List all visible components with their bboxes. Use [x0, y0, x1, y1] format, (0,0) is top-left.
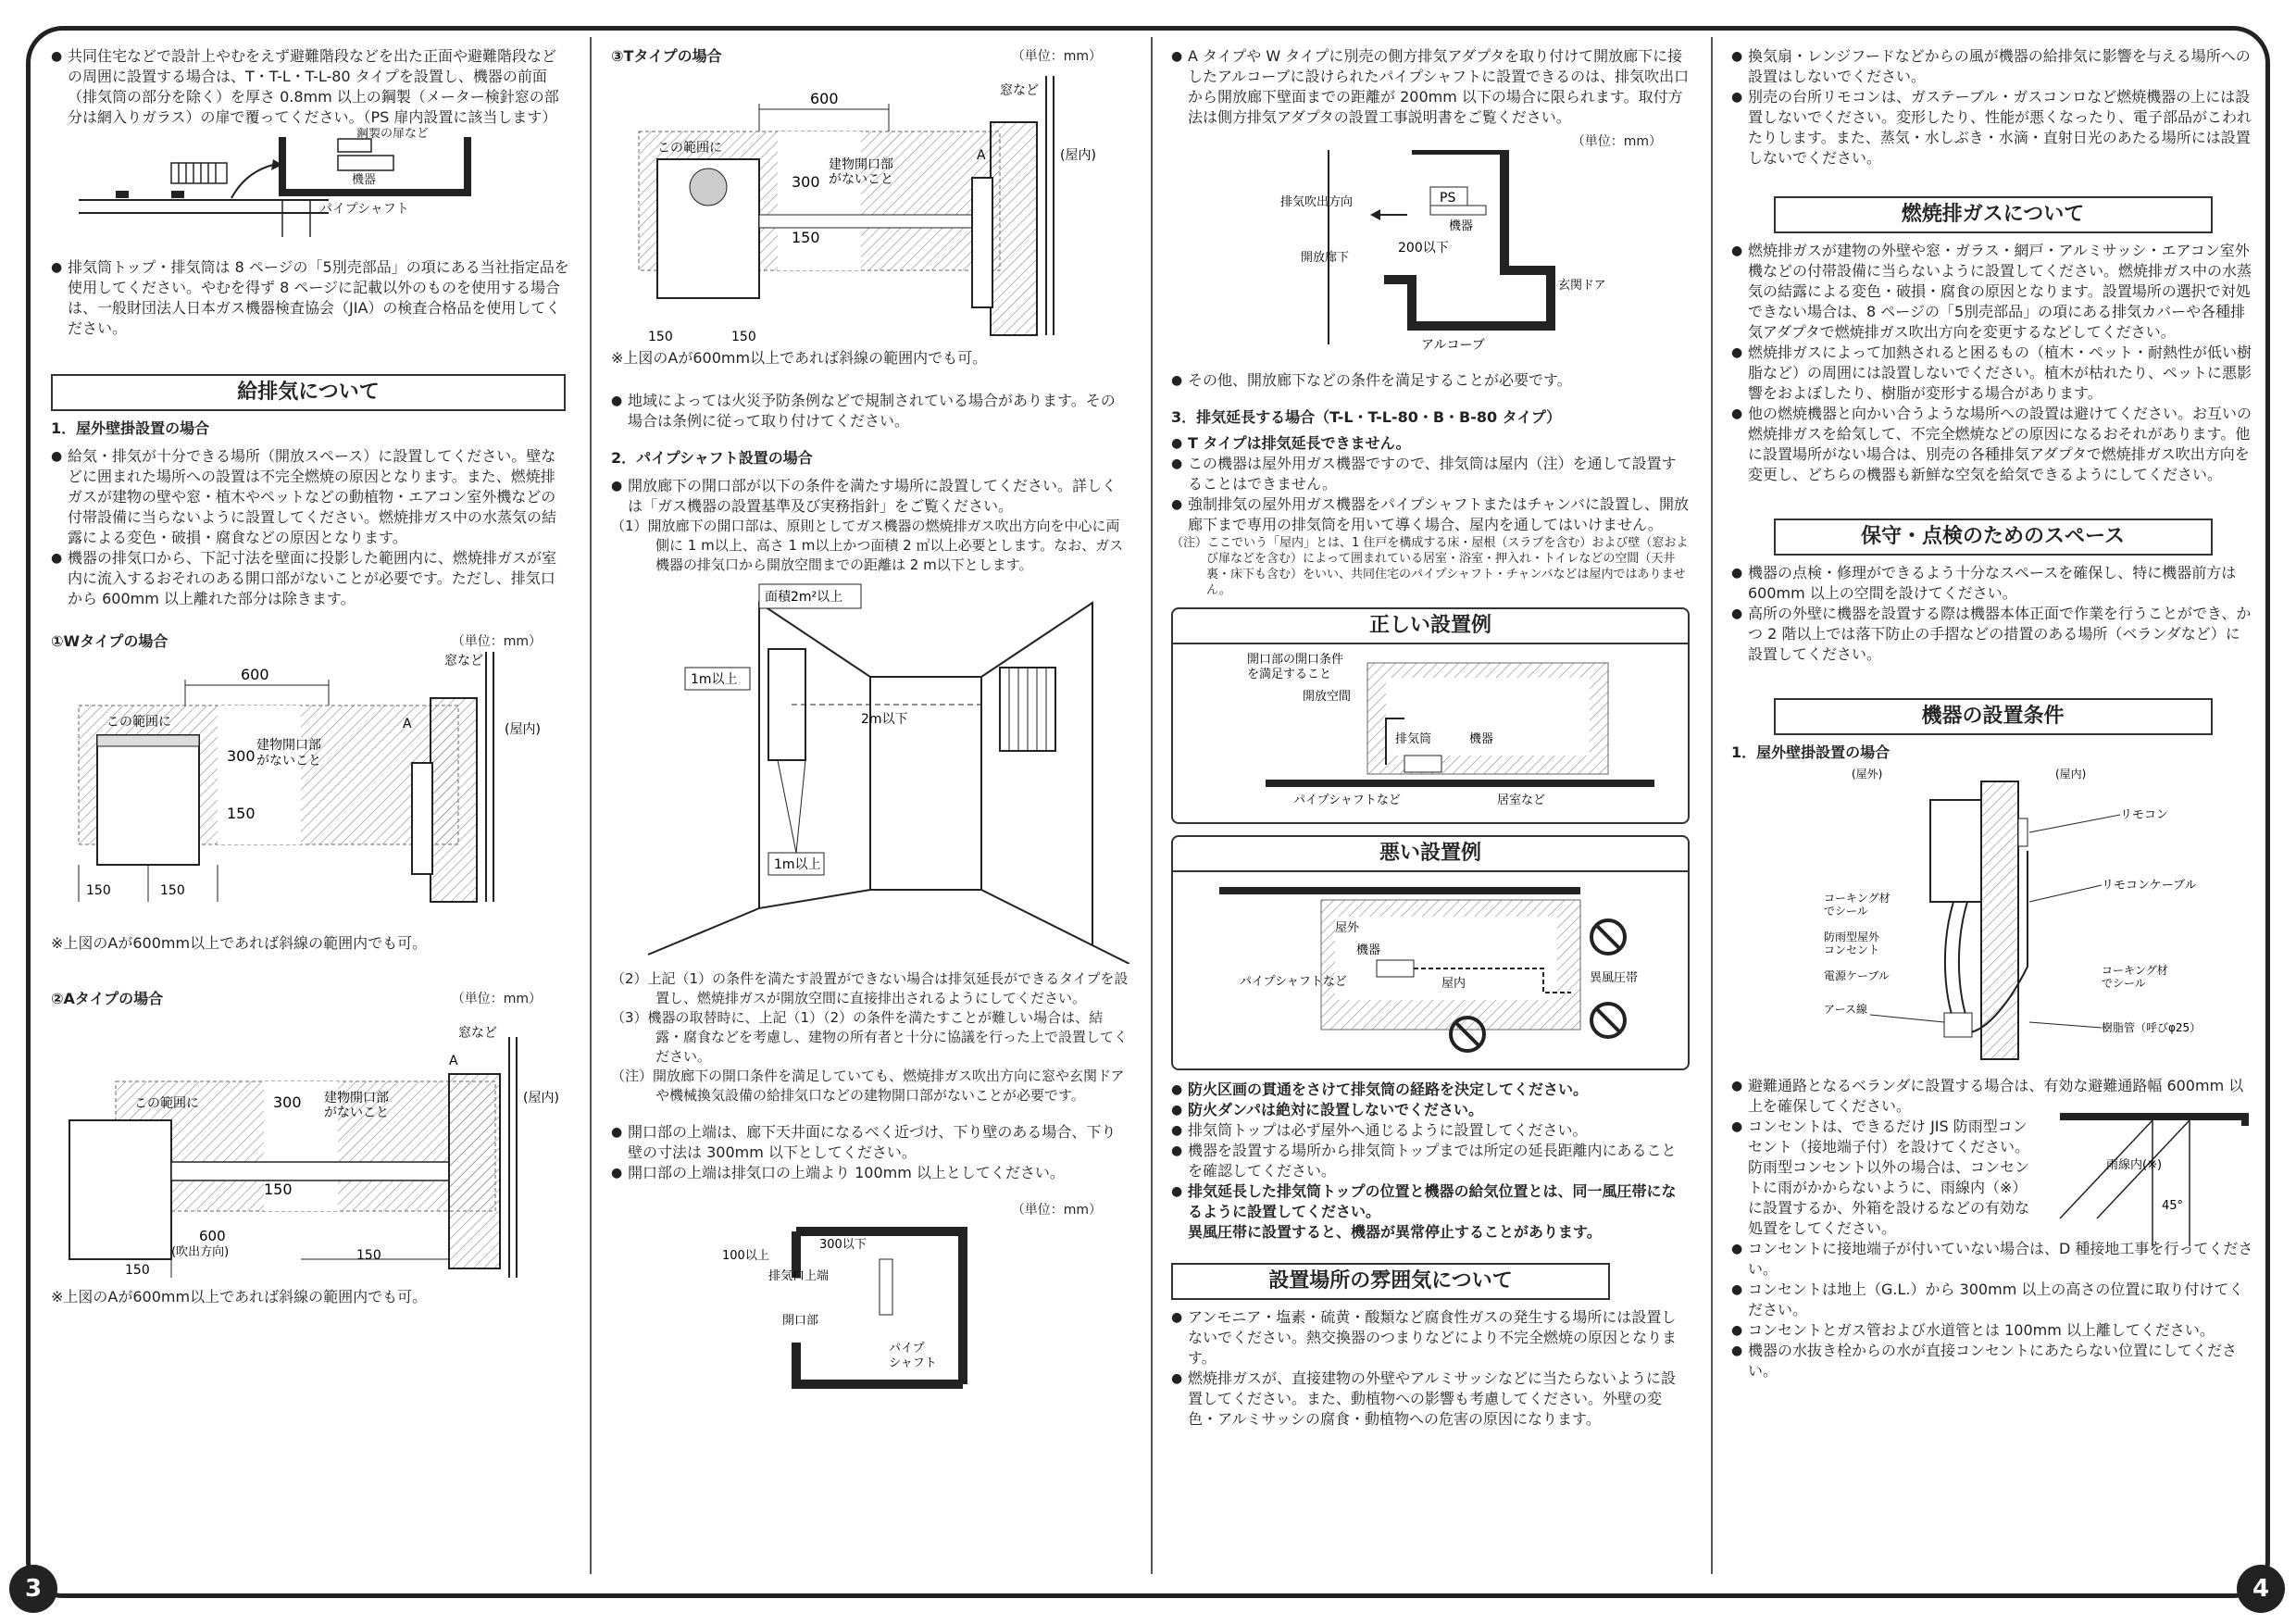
- w-dim-600: 600: [241, 666, 269, 683]
- a-type-title: ②Aタイプの場合: [51, 990, 164, 1007]
- outlet-out-label: (屋外): [1852, 768, 1883, 781]
- w-dim-150: 150: [227, 805, 256, 822]
- figure-a-type: [51, 1009, 569, 1287]
- figure-outlet: [1731, 763, 2254, 1068]
- alcove-exhaust-label: 排気吹出方向: [1280, 195, 1354, 209]
- w-type-note: ※上図のAが600mm以上であれば斜線の範囲内でも可。: [51, 934, 428, 952]
- bullet-open-corridor: ● 開放廊下の開口部が以下の条件を満たす場所に設置してください。詳しくは「ガス機器の設置基準及び実務指針」をご覧ください。: [611, 476, 1129, 517]
- column-3: [1171, 46, 1690, 1565]
- column-1: [51, 46, 569, 1565]
- bullet-fire-ordinance: ● 地域によっては火災予防条例などで規制されている場合があります。その場合は条例に従って取り付けてください。: [611, 391, 1129, 431]
- bullet-exhaust-wall: ● 燃焼排ガスが、直接建物の外壁やアルミサッシなどに当たらないように設置してください。また、動植物への影響も考慮してください。外壁の変色・アルミサッシの腐食・動植物への危害の原因になります。: [1171, 1368, 1690, 1430]
- bad-example-title: 悪い設置例: [1173, 837, 1688, 872]
- section-title-space: 保守・点検のためのスペース: [1774, 518, 2213, 556]
- column-2: [611, 46, 1129, 1565]
- section-title-atmosphere: 設置場所の雰囲気について: [1171, 1263, 1610, 1300]
- bad-in-label: 屋内: [1441, 977, 1466, 991]
- t-dim-150: 150: [792, 229, 820, 246]
- outlet-pipe-label: 樹脂管（呼びφ25）: [2102, 1021, 2202, 1034]
- bullet-fan-hood: ● 換気扇・レンジフードなどからの風が機器の給排気に影響を与える場所への設置はしないでください。: [1731, 46, 2254, 87]
- bullet-high-place: ● 高所の外壁に機器を設置する際は機器本体正面で作業を行うことができ、かつ 2 階以上では落下防止の手摺などの措置のある場所（ベランダなど）に設置してください。: [1731, 604, 2254, 665]
- bullet-outlet-height: ● コンセントは地上（G.L.）から 300mm 以上の高さの位置に取り付けてください。: [1731, 1280, 2254, 1320]
- t-type-note: ※上図のAが600mm以上であれば斜線の範囲内でも可。: [611, 349, 988, 367]
- corridor-area-label: 面積2m²以上: [765, 590, 843, 605]
- bullet-alcove: ● A タイプや W タイプに別売の側方排気アダプタを取り付けて開放廊下に接したアルコーブに設けられたパイプシャフトに設置できるのは、排気吹出口から開放廊下壁面までの距離が 200mm 以下の場合に限られます。取付方法は側方排気アダプタの設置工事説明書をご覧ください。: [1171, 46, 1690, 128]
- good-open-label: 開放空間: [1303, 690, 1352, 704]
- alcove-alcove-label: アルコーブ: [1421, 338, 1485, 353]
- bullet-600-space: ● 機器の点検・修理ができるよう十分なスペースを確保し、特に機器前方は 600mm 以上の空間を設けてください。: [1731, 563, 2254, 604]
- bullet-forced-exhaust: ● 強制排気の屋外用ガス機器をパイプシャフトまたはチャンバに設置し、開放廊下まで専用の排気筒を用いて導く場合、屋内を通してはいけません。: [1171, 494, 1690, 535]
- bullet-heat-sensitive: ● 燃焼排ガスによって加熱されると困るもの（植木・ペット・耐熱性が低い樹脂など）の周囲には設置しないでください。植木が枯れたり、ペットに悪影響をおよぼしたり、樹脂が変形する場合があります。: [1731, 343, 2254, 404]
- t-indoor-label: (屋内): [1060, 148, 1096, 163]
- bullet-balcony: ● 避難通路となるベランダに設置する場合は、有効な避難通路幅 600mm 以上を確保してください。: [1731, 1076, 2254, 1117]
- a-area-label: この範囲に: [134, 1096, 199, 1111]
- bad-shaft-label: パイプシャフトなど: [1240, 975, 1347, 989]
- figure-t-type: [611, 67, 1129, 344]
- outlet-cable-label: リモコンケーブル: [2102, 879, 2197, 893]
- alcove-door-label: 玄関ドア: [1558, 279, 1606, 293]
- shaft-open-label: 開口部: [782, 1314, 819, 1328]
- page-number-right: 4: [2237, 1565, 2285, 1613]
- outlet-outlet1-label: 防雨型屋外: [1824, 931, 1880, 943]
- bad-example-box: [1171, 835, 1690, 1070]
- bullet-jis-outlet: ● コンセントは、できるだけ JIS 防雨型コンセント（接地端子付）を設けてください。防雨型コンセント以外の場合は、コンセントに雨がかからないように、雨線内（※）に設置するか、外箱を設けるなどの有効な処置をしてください。: [1731, 1117, 2035, 1239]
- fig1-door-label: 鋼製の扉など: [356, 128, 430, 141]
- bullet-t-no-ext: ● T タイプは排気延長できません。: [1171, 433, 1690, 454]
- bullet-exhaust-top: ● 排気筒トップ・排気筒は 8 ページの「5別売部品」の項にある当社指定品を使用してください。やむを得ず 8 ページに記載以外のものを使用する場合は、一般財団法人日本ガス機器検査協会（JIA）の検査合格品を使用してください。: [51, 257, 569, 339]
- t-dim-600: 600: [810, 90, 839, 107]
- a-window-label: 窓など: [458, 1026, 497, 1041]
- w-open1: 建物開口部: [256, 738, 321, 753]
- w-dim-150-left: 150: [86, 883, 111, 898]
- bullet-same-pressure: ● 排気延長した排気筒トップの位置と機器の給気位置とは、同一風圧帯になるように設置してください。: [1171, 1181, 1690, 1222]
- alcove-unit-label: 機器: [1449, 219, 1474, 233]
- a-type-note: ※上図のAが600mm以上であれば斜線の範囲内でも可。: [51, 1288, 428, 1305]
- subheading-pipe-shaft: 2．パイプシャフト設置の場合: [611, 449, 813, 467]
- a-dim-150-left: 150: [125, 1263, 150, 1278]
- figure-alcove: [1171, 150, 1690, 363]
- subheading-outdoor-wall-2: 1．屋外壁掛設置の場合: [1731, 743, 1890, 761]
- rain-angle-label: 45°: [2162, 1199, 2184, 1213]
- figure-w-type: [51, 652, 569, 930]
- bullet-corrosive: ● アンモニア・塩素・硫黄・酸類など腐食性ガスの発生する場所には設置しないでください。熱交換器のつまりなどにより不完全燃焼の原因となります。: [1171, 1307, 1690, 1368]
- outlet-seal1b-label: でシール: [1824, 905, 1868, 918]
- w-window-label: 窓など: [444, 654, 483, 668]
- w-dim-150-right: 150: [160, 883, 185, 898]
- subheading-outdoor-wall: 1．屋外壁掛設置の場合: [51, 419, 210, 437]
- corridor-1m-height: 1m以上: [691, 672, 738, 687]
- w-type-title: ①Wタイプの場合: [51, 632, 168, 650]
- bad-unit-label: 機器: [1356, 943, 1381, 957]
- bullet-remote: ● 別売の台所リモコンは、ガステーブル・ガスコンロなど燃焼機器の上には設置しないでください。変形したり、性能が悪くなったり、電子部品がこわれたりします。また、蒸気・水しぶき・水滴・直射日光のあたる場所には設置しないでください。: [1731, 87, 2254, 169]
- good-cond2: を満足すること: [1247, 668, 1332, 681]
- alcove-200-label: 200以下: [1398, 241, 1449, 256]
- good-cond1: 開口部の開口条件: [1247, 653, 1344, 667]
- bullet-other-conditions: ● その他、開放廊下などの条件を満足することが必要です。: [1171, 370, 1690, 391]
- corridor-1m-width: 1m以上: [774, 857, 821, 872]
- t-area-label: この範囲に: [657, 141, 722, 156]
- outlet-earth-label: アース線: [1824, 1003, 1868, 1016]
- bullet-outdoor-device: ● この機器は屋外用ガス機器ですので、排気筒は屋内（注）を通して設置することはできません。: [1171, 454, 1690, 494]
- shaft-pipe-label2: シャフト: [889, 1356, 937, 1370]
- bad-out-label: 屋外: [1335, 921, 1360, 935]
- note-2: （2）上記（1）の条件を満たす設置ができない場合は排気延長ができるタイプを設置し、燃焼排ガスが開放空間に直接排出されるようにしてください。: [611, 970, 1129, 1006]
- column-4: [1731, 46, 2254, 1565]
- a-dim-150: 150: [264, 1181, 293, 1198]
- alcove-ps-label: PS: [1440, 191, 1456, 206]
- outlet-power-label: 電源ケーブル: [1824, 969, 1890, 982]
- bullet-fire-zone: ● 防火区画の貫通をさけて排気筒の経路を決定してください。: [1171, 1080, 1690, 1100]
- good-room-label: 居室など: [1497, 793, 1546, 807]
- t-dim-150-left: 150: [648, 330, 673, 344]
- note-caution: （注）開放廊下の開口条件を満足していても、燃焼排ガス吹出方向に窓や玄関ドアや機械換気設備の給排気口などの建物開口部がないことが必要です。: [611, 1068, 1125, 1104]
- a-dim-150-right: 150: [356, 1248, 381, 1263]
- column-divider: [1151, 37, 1153, 1574]
- alcove-corridor-label: 開放廊下: [1301, 251, 1350, 265]
- t-dim-300: 300: [792, 173, 820, 191]
- column-divider: [590, 37, 592, 1574]
- page-number-left: 3: [9, 1565, 57, 1613]
- note-1: （1）開放廊下の開口部は、原則としてガス機器の燃焼排ガス吹出方向を中心に両側に 1 m以上、高さ 1 m以上かつ面積 2 ㎡以上必要とします。なお、ガス機器の排気口から開放空間までの距離は 2 m以下とします。: [611, 518, 1124, 573]
- w-type-unit: （単位：mm）: [451, 634, 542, 649]
- bullet-drain-plug: ● 機器の水抜き栓からの水が直接コンセントにあたらない位置にしてください。: [1731, 1341, 2254, 1381]
- bullet-earth-terminal: ● コンセントに接地端子が付いていない場合は、D 種接地工事を行ってください。: [1731, 1239, 2254, 1280]
- shaft-top-label: 排気口上端: [768, 1269, 830, 1283]
- note-indoor-def: （注）ここでいう「屋内」とは、1 住戸を構成する床・屋根（スラブを含む）および壁（窓および扉などを含む）によって囲まれている居室・浴室・押入れ・トイレなどの空間（天井裏・床下も含む）をいい、共同住宅のパイプシャフト・チャンバなどは屋内ではありません。: [1171, 536, 1689, 597]
- shaft-100-label: 100以上: [722, 1249, 769, 1263]
- bullet-open-space: ● 給気・排気が十分できる場所（開放スペース）に設置してください。壁などに囲まれた場所への設置は不完全燃焼の原因となります。また、燃焼排ガスが建物の壁や窓・植木やペットなどの動植物・エアコン室外機などの付帯設備に当らないように設置してください。燃焼排ガス中の水蒸気の結露による変色・破損・腐食などの原因となります。: [51, 446, 569, 548]
- a-open2: がないこと: [324, 1106, 389, 1120]
- outlet-remote-label: リモコン: [2120, 808, 2169, 822]
- good-example-box: [1171, 607, 1690, 824]
- section-title-conditions: 機器の設置条件: [1774, 698, 2213, 735]
- t-a-label: A: [977, 148, 986, 163]
- shaft-unit: （単位：mm）: [1011, 1203, 1102, 1218]
- alcove-unit: （単位：mm）: [1571, 134, 1662, 149]
- shaft-pipe-label1: パイプ: [889, 1342, 925, 1355]
- good-shaft-label: パイプシャフトなど: [1293, 793, 1401, 807]
- bullet-fire-damper: ● 防火ダンパは絶対に設置しないでください。: [1171, 1100, 1690, 1120]
- section-title-air: 給排気について: [51, 374, 566, 411]
- w-dim-300: 300: [227, 747, 256, 765]
- good-unit-label: 機器: [1469, 732, 1494, 746]
- bullet-ext-distance: ● 機器を設置する場所から排気筒トップまでは所定の延長距離内にあることを確認してください。: [1171, 1141, 1690, 1181]
- bullet-facing-units: ● 他の燃焼機器と向かい合うような場所への設置は避けてください。お互いの燃焼排ガスを給気して、不完全燃焼などの原因になるおそれがあります。他に設置場所がない場合は、別売の各種排気アダプタで燃焼排ガス吹出方向を変更し、どちらの機器も新鮮な空気を給気できるようにしてください。: [1731, 404, 2254, 485]
- outlet-seal2-label: コーキング材: [2102, 964, 2168, 977]
- outlet-seal1-label: コーキング材: [1824, 892, 1890, 905]
- a-dim-600: 600: [199, 1228, 226, 1244]
- bullet-flue-wall: ● 燃焼排ガスが建物の外壁や窓・ガラス・網戸・アルミサッシ・エアコン室外機などの付帯設備に当らないように設置してください。燃焼排ガス中の水蒸気の結露による変色・破損・腐食の原因となります。設置場所の選択で対処できない場合は、8 ページの「5別売部品」の項にある排気カバーや各種排気アダプタで燃焼排ガス吹出方向を変更するなどしてください。: [1731, 241, 2254, 343]
- w-open2: がないこと: [256, 754, 321, 768]
- w-indoor-label: (屋内): [505, 722, 541, 737]
- t-dim-150-right: 150: [731, 330, 756, 344]
- shaft-300-label: 300以下: [819, 1238, 867, 1252]
- figure-good-example: [1173, 644, 1688, 820]
- subheading-extension: 3．排気延長する場合（T-L・T-L-80・B・B-80 タイプ）: [1171, 408, 1562, 426]
- rain-line-label: 雨線内(※): [2106, 1158, 2163, 1172]
- figure-rain-line: [2041, 1107, 2254, 1255]
- t-type-unit: （単位：mm）: [1011, 49, 1102, 64]
- bullet-top-outdoor: ● 排気筒トップは必ず屋外へ通じるように設置してください。: [1171, 1120, 1690, 1141]
- outlet-outlet2-label: コンセント: [1824, 943, 1880, 956]
- column-divider: [1711, 37, 1713, 1574]
- fig1-shaft-label: パイプシャフト: [319, 202, 409, 217]
- t-window-label: 窓など: [1000, 83, 1039, 98]
- bullet-outlet-distance: ● コンセントとガス管および水道管とは 100mm 以上離してください。: [1731, 1320, 2254, 1341]
- note-3: （3）機器の取替時に、上記（1）（2）の条件を満たすことが難しい場合は、結露・腐食などを考慮し、建物の所有者と十分に協議を行った上で設置してください。: [611, 1009, 1129, 1065]
- a-dim-300: 300: [273, 1093, 302, 1111]
- good-example-title: 正しい設置例: [1173, 609, 1688, 644]
- corridor-2m-label: 2m以下: [861, 712, 908, 727]
- outlet-seal2b-label: でシール: [2102, 977, 2146, 990]
- a-indoor-label: (屋内): [523, 1091, 559, 1106]
- bad-press-label: 異風圧帯: [1590, 971, 1639, 985]
- w-a-label: A: [403, 717, 412, 731]
- a-a-label: A: [449, 1054, 458, 1068]
- bullet-opening-top: ● 開口部の上端は、廊下天井面になるべく近づけ、下り壁のある場合、下り壁の寸法は 300mm 以下としてください。: [611, 1122, 1129, 1163]
- w-area-label: この範囲に: [106, 715, 171, 730]
- figure-corridor: [611, 575, 1129, 964]
- fig1-unit-label: 機器: [352, 173, 377, 187]
- figure-shaft-section: [611, 1222, 1129, 1389]
- a-type-unit: （単位：mm）: [451, 992, 542, 1006]
- t-type-title: ③Tタイプの場合: [611, 47, 722, 65]
- t-open2: がないこと: [829, 172, 893, 187]
- t-open1: 建物開口部: [829, 157, 893, 172]
- figure-bad-example: [1173, 872, 1688, 1067]
- text-diff-pressure: 異風圧帯に設置すると、機器が異常停止することがあります。: [1188, 1223, 1602, 1241]
- section-title-flue: 燃焼排ガスについて: [1774, 196, 2213, 233]
- bullet-escape-stair: ● 共同住宅などで設計上やむをえず避難階段などを出た正面や避難階段などの周囲に設置する場合は、T・T-L・T-L-80 タイプを設置し、機器の前面（排気筒の部分を除く）を厚さ 0.8mm 以上の鋼製（メーター検針窓の部分は網入りガラス）の扉で覆ってください。（PS 扉内設置に該当します）: [51, 46, 569, 128]
- bullet-opening-100: ● 開口部の上端は排気口の上端より 100mm 以上としてください。: [611, 1163, 1129, 1183]
- outlet-in-label: (屋内): [2055, 768, 2087, 781]
- bullet-projection-range: ● 機器の排気口から、下記寸法を壁面に投影した範囲内に、燃焼排ガスが室内に流入するおそれのある開口部がないことが必要です。ただし、排気口から 600mm 以上離れた部分は除きます。: [51, 548, 569, 609]
- a-exhaust-dir: (吹出方向): [171, 1245, 230, 1259]
- a-open1: 建物開口部: [324, 1091, 389, 1106]
- figure-ps-door: [51, 128, 569, 239]
- good-duct-label: 排気筒: [1395, 732, 1432, 746]
